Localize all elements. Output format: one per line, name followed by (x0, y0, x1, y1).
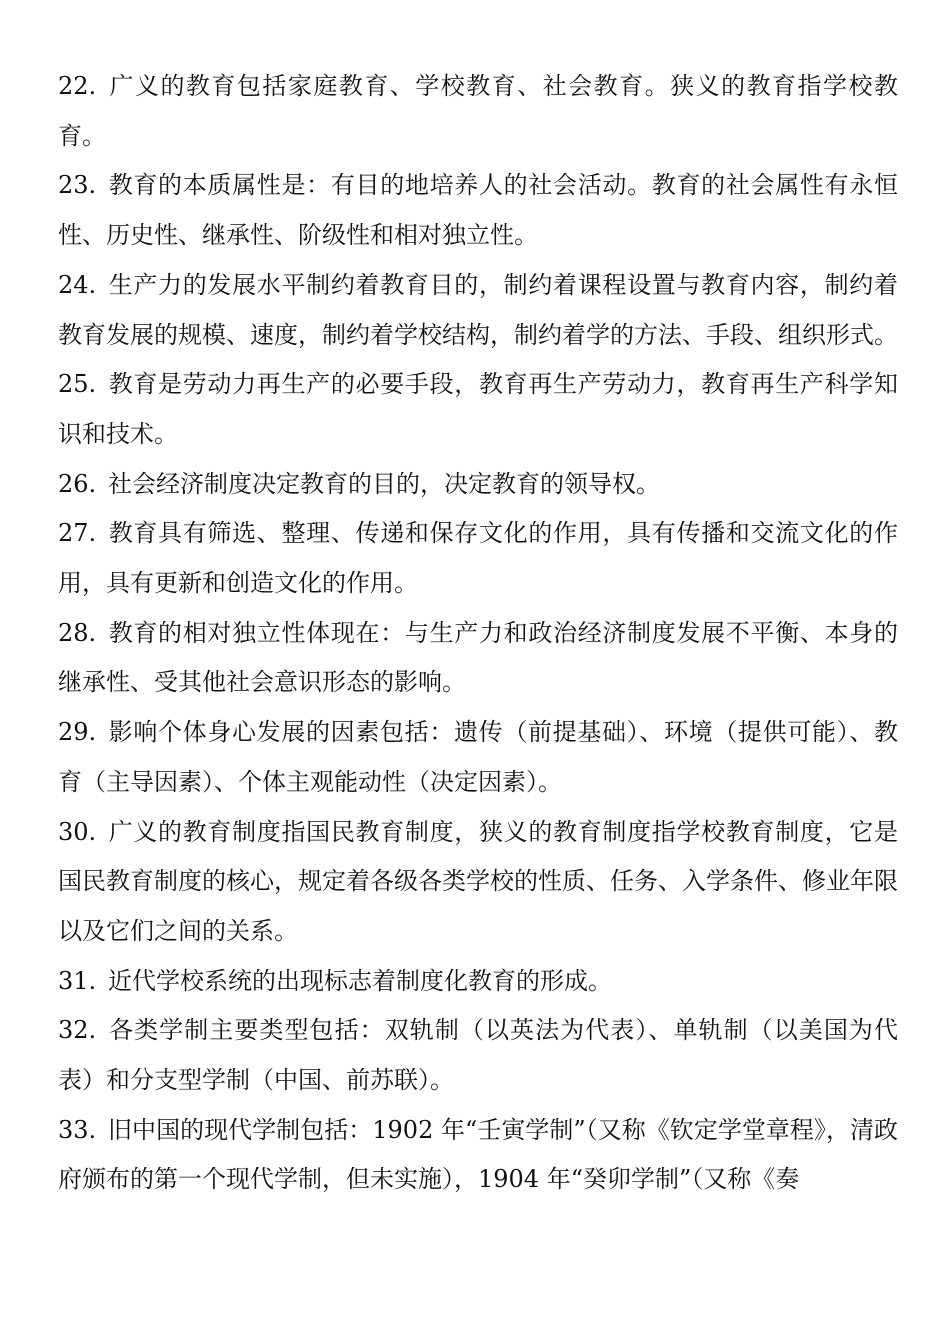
item-text: 生产力的发展水平制约着教育目的，制约着课程设置与教育内容，制约着教育发展的规模、速度，制约着学校结构，制约着学的方法、手段、组织形式。 (58, 270, 898, 349)
item-text: 影响个体身心发展的因素包括：遗传（前提基础）、环境（提供可能）、教育（主导因素）、个体主观能动性（决定因素）。 (58, 718, 898, 796)
item-text: 广义的教育包括家庭教育、学校教育、社会教育。狭义的教育指学校教育。 (58, 72, 898, 150)
list-item (58, 708, 898, 807)
list-item (58, 62, 898, 161)
item-text: 社会经济制度决定教育的目的，决定教育的领导权。 (108, 469, 660, 498)
item-number: 33. (58, 1115, 97, 1144)
list-item (58, 360, 898, 459)
item-number: 26. (58, 469, 97, 498)
item-number: 23. (58, 171, 97, 200)
item-text: 教育的本质属性是：有目的地培养人的社会活动。教育的社会属性有永恒性、历史性、继承性、阶级性和相对独立性。 (58, 171, 898, 250)
item-text: 教育的相对独立性体现在：与生产力和政治经济制度发展不平衡、本身的继承性、受其他社会意识形态的影响。 (58, 618, 898, 697)
item-number: 29. (58, 718, 97, 747)
item-number: 25. (58, 370, 97, 399)
list-item (58, 460, 898, 510)
item-text: 教育是劳动力再生产的必要手段，教育再生产劳动力，教育再生产科学知识和技术。 (58, 370, 898, 448)
item-number: 22. (58, 72, 97, 100)
list-item (58, 808, 898, 957)
item-number: 27. (58, 519, 97, 548)
list-item (58, 957, 898, 1007)
item-text: 近代学校系统的出现标志着制度化教育的形成。 (108, 966, 612, 995)
item-text: 旧中国的现代学制包括：1902 年“壬寅学制”（又称《钦定学堂章程》，清政府颁布的第一个现代学制，但未实施），1904 年“癸卯学制”（又称《奏 (58, 1115, 898, 1194)
list-item (58, 1106, 898, 1205)
list-item (58, 509, 898, 608)
list-item (58, 261, 898, 360)
item-text: 广义的教育制度指国民教育制度，狭义的教育制度指学校教育制度，它是国民教育制度的核心，规定着各级各类学校的性质、任务、入学条件、修业年限以及它们之间的关系。 (58, 817, 898, 945)
item-number: 28. (58, 618, 97, 647)
item-number: 24. (58, 270, 97, 299)
item-number: 30. (58, 817, 97, 846)
item-number: 32. (58, 1016, 97, 1045)
list-item (58, 161, 898, 260)
document-page (58, 62, 898, 1205)
item-text: 各类学制主要类型包括：双轨制（以英法为代表）、单轨制（以美国为代表）和分支型学制（中国、前苏联）。 (58, 1016, 898, 1095)
item-text: 教育具有筛选、整理、传递和保存文化的作用，具有传播和交流文化的作用，具有更新和创造文化的作用。 (58, 519, 898, 598)
list-item (58, 1006, 898, 1105)
list-item (58, 609, 898, 708)
item-number: 31. (58, 966, 97, 995)
